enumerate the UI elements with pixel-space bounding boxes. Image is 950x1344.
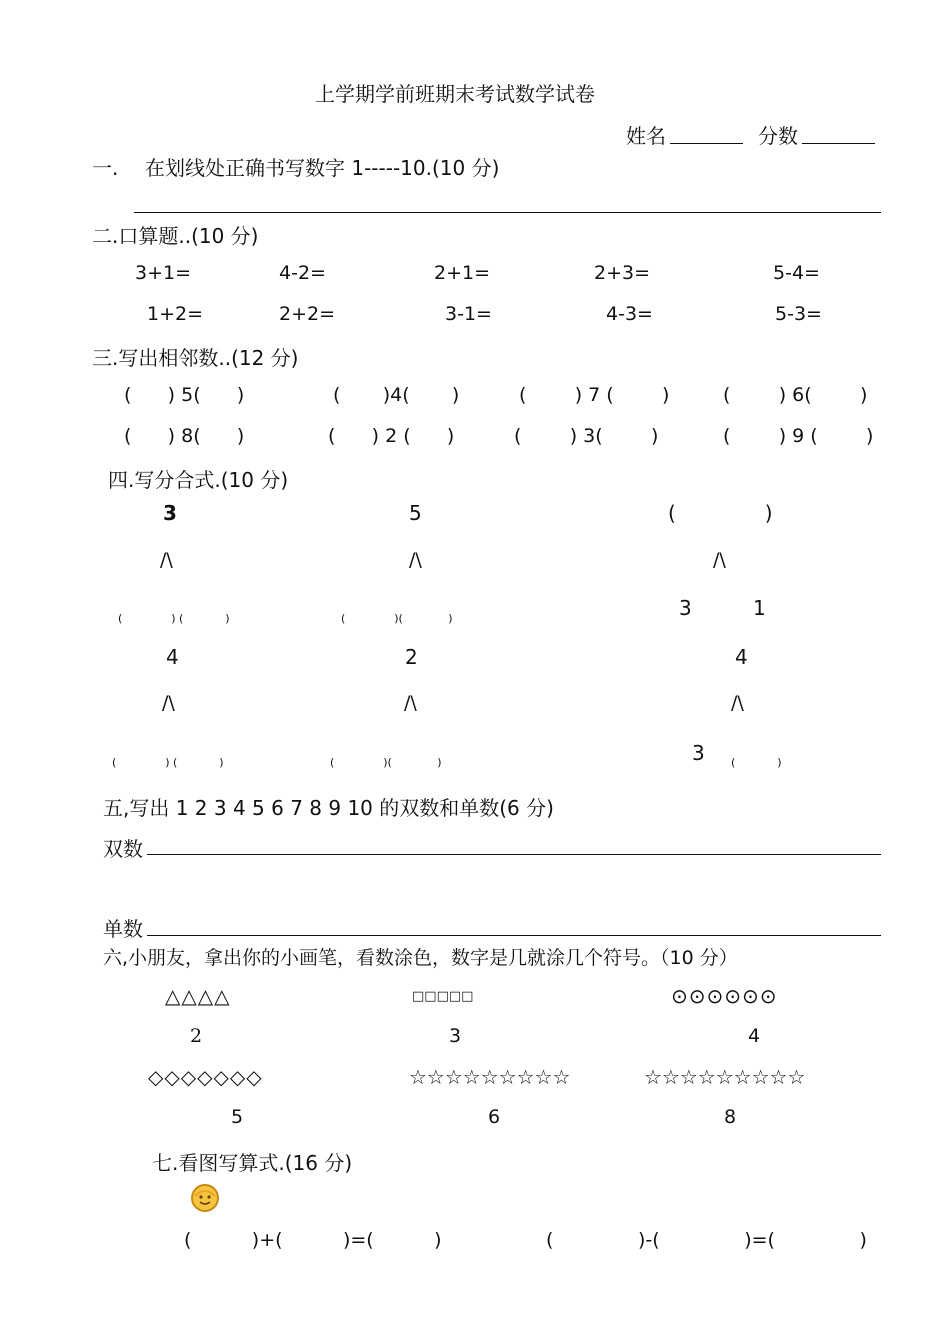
- smiley-picture-icon: [189, 1182, 221, 1214]
- split-branch: /\: [731, 692, 744, 714]
- color-count: 3: [449, 1025, 462, 1047]
- split-small-blanks: ( ) ( ): [112, 756, 224, 769]
- calc-item: 5-4=: [773, 262, 820, 284]
- section-1-number: 一.: [92, 156, 119, 180]
- split-top-number: 4: [735, 645, 748, 669]
- diamond-symbols: ◇◇◇◇◇◇◇: [148, 1065, 263, 1089]
- page-title: 上学期学前班期末考试数学试卷: [315, 82, 595, 106]
- calc-item: 3+1=: [135, 262, 192, 284]
- even-answer-line[interactable]: [147, 854, 881, 855]
- calc-item: 2+1=: [434, 262, 491, 284]
- section-2-heading: 二.口算题..(10 分): [92, 224, 259, 248]
- neighbor-item: ( ) 3( ): [514, 425, 659, 447]
- addition-equation: ( )+( )=( ): [184, 1229, 442, 1251]
- split-small-blanks: ( )( ): [330, 756, 442, 769]
- split-small-blanks: ( )( ): [341, 612, 453, 625]
- calc-item: 2+3=: [594, 262, 651, 284]
- color-count: 6: [488, 1106, 501, 1128]
- calc-item: 1+2=: [147, 303, 204, 325]
- split-top-blank: ( ): [668, 501, 773, 525]
- section-6-heading: 六,小朋友，拿出你的小画笔，看数涂色，数字是几就涂几个符号。（10 分）: [103, 947, 738, 969]
- split-part-number: 1: [753, 596, 766, 620]
- neighbor-item: ( ) 2 ( ): [328, 425, 455, 447]
- calc-item: 4-2=: [279, 262, 326, 284]
- calc-item: 5-3=: [775, 303, 822, 325]
- name-label: 姓名: [626, 124, 666, 148]
- score-blank-line[interactable]: [802, 143, 875, 144]
- subtraction-equation: ( )-( )=( ): [546, 1229, 867, 1251]
- star-symbols: ☆☆☆☆☆☆☆☆☆: [409, 1065, 571, 1089]
- circle-dot-symbols: ⊙⊙⊙⊙⊙⊙: [671, 984, 778, 1008]
- section-3-heading: 三.写出相邻数..(12 分): [92, 346, 299, 370]
- star-symbols: ☆☆☆☆☆☆☆☆☆: [644, 1065, 806, 1089]
- calc-item: 2+2=: [279, 303, 336, 325]
- split-part-number: 3: [692, 741, 705, 765]
- split-branch: /\: [713, 549, 726, 571]
- score-label: 分数: [758, 124, 798, 148]
- color-count: 4: [748, 1025, 761, 1047]
- neighbor-item: ( ) 7 ( ): [519, 384, 670, 406]
- square-symbols: □□□□□: [412, 989, 474, 1004]
- section-7-heading: 七.看图写算式.(16 分): [152, 1151, 353, 1175]
- neighbor-item: ( )4( ): [333, 384, 460, 406]
- calc-item: 4-3=: [606, 303, 653, 325]
- color-count: 2: [190, 1025, 203, 1047]
- split-small-blanks: ( ) ( ): [118, 612, 230, 625]
- color-count: 5: [231, 1106, 244, 1128]
- name-blank-line[interactable]: [670, 143, 743, 144]
- neighbor-item: ( ) 9 ( ): [723, 425, 874, 447]
- triangle-symbols: △△△△: [165, 984, 231, 1008]
- split-top-number: 4: [166, 645, 179, 669]
- split-top-number: 3: [163, 501, 177, 525]
- split-part-number: 3: [679, 596, 692, 620]
- split-branch: /\: [409, 549, 422, 571]
- odd-answer-line[interactable]: [147, 935, 881, 936]
- neighbor-item: ( ) 6( ): [723, 384, 868, 406]
- section-1-answer-line[interactable]: [134, 212, 881, 213]
- split-small-blanks: ( ): [731, 756, 782, 769]
- section-4-heading: 四.写分合式.(10 分): [108, 468, 289, 492]
- section-5-heading: 五,写出 1 2 3 4 5 6 7 8 9 10 的双数和单数(6 分): [103, 796, 554, 820]
- calc-item: 3-1=: [445, 303, 492, 325]
- neighbor-item: ( ) 8( ): [124, 425, 245, 447]
- split-top-number: 2: [405, 645, 418, 669]
- split-branch: /\: [404, 692, 417, 714]
- section-1-heading: 在划线处正确书写数字 1-----10.(10 分): [145, 156, 500, 180]
- color-count: 8: [724, 1106, 737, 1128]
- odd-label: 单数: [103, 917, 143, 941]
- split-branch: /\: [162, 692, 175, 714]
- even-label: 双数: [103, 837, 143, 861]
- neighbor-item: ( ) 5( ): [124, 384, 245, 406]
- split-top-number: 5: [409, 501, 422, 525]
- split-branch: /\: [160, 549, 173, 571]
